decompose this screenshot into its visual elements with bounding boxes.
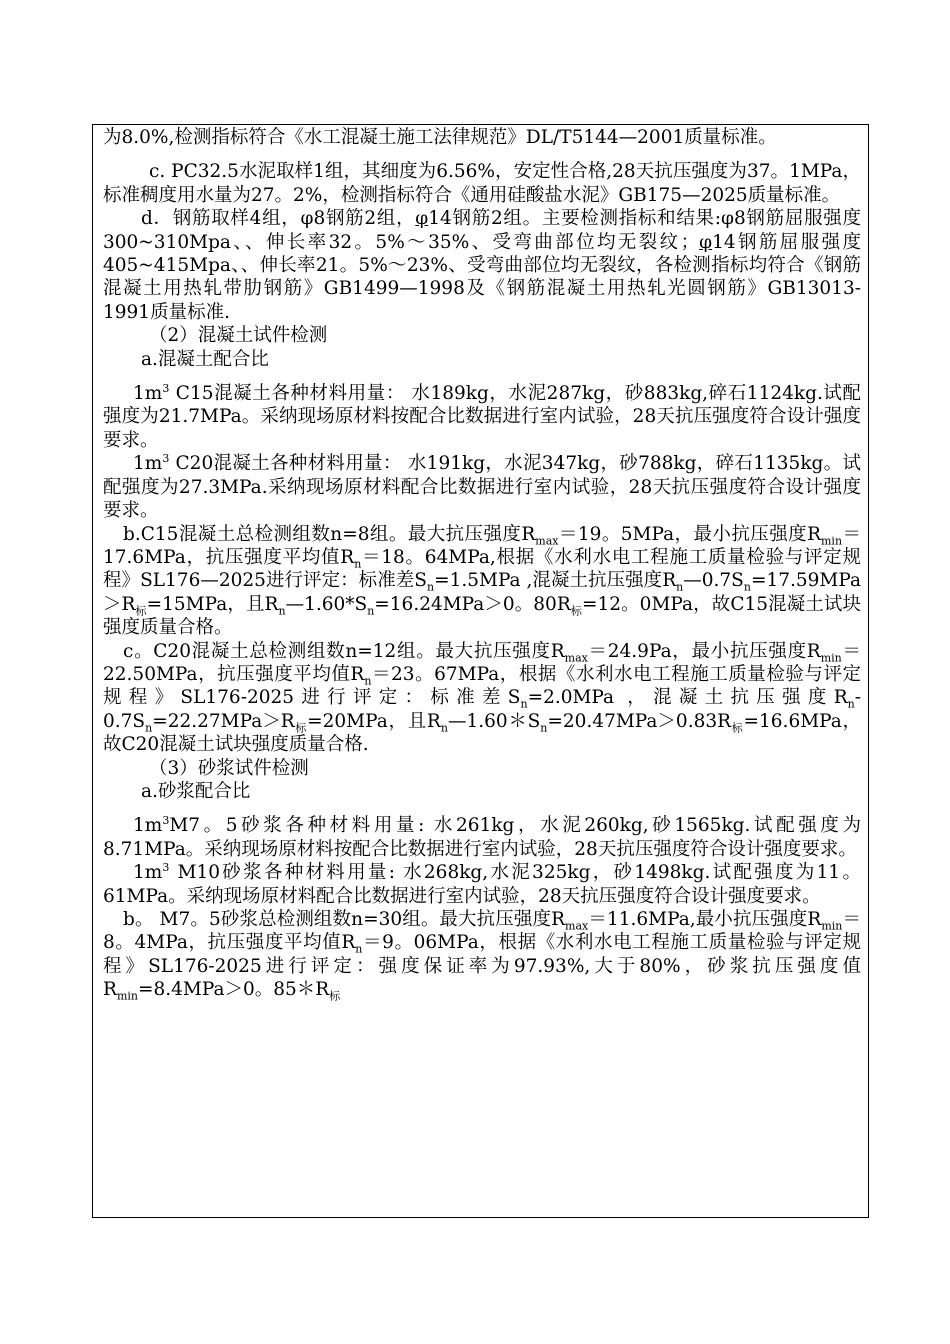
text: b.C15混凝土总检测组数n=8组。最大抗压强度R	[123, 523, 536, 545]
paragraph-c20-evaluation	[103, 640, 861, 757]
text: C20混凝土各种材料用量： 水191kg，水泥347kg，砂788kg，碎石1135kg。试配强度为27.3MPa.采纳现场原材料配合比数据进行室内试验，28天抗压强度符合设计强度要求。	[103, 453, 861, 522]
text: 1m	[133, 453, 163, 475]
text: ＝11.6MPa,最小抗压强度R	[588, 909, 822, 930]
subscript: n	[145, 721, 153, 735]
subscript: n	[367, 604, 375, 618]
subscript: n	[743, 581, 751, 594]
text: 14钢筋2组。主要检测指标和结果:φ8钢筋屈服强度300~310Mpa、、伸长率32。5%～35%、受弯曲部位均无裂纹；	[103, 208, 861, 253]
subscript: n	[847, 698, 855, 712]
paragraph-c20-mix	[103, 452, 861, 522]
text: =17.59MPa＞R	[103, 570, 862, 615]
text: ＝23。67MPa，根据《水利水电工程施工质量检验与评定规程》SL176-2025进行评定：标准差S	[103, 663, 862, 709]
subscript: max	[564, 651, 588, 665]
subscript: max	[535, 534, 559, 548]
subscript: min	[821, 534, 843, 548]
subscript: n	[354, 557, 362, 571]
paragraph-cement: c. PC32.5水泥取样1组，其细度为6.56%，安定性合格,28天抗压强度为37。1MPa，标准稠度用水量为27。2%，检测指标符合《通用硅酸盐水泥》GB175—2025质量标准。	[103, 161, 861, 206]
text: 1m	[133, 383, 163, 405]
text: M10砂浆各种材料用量: 水268kg,水泥325kg，砂1498kg.试配强度为11。61MPa。采纳现场原材料配合比数据进行室内试验，28天抗压强度符合设计强度要求。	[103, 862, 861, 907]
subscript: 标	[135, 604, 147, 618]
text: C15混凝土各种材料用量： 水189kg，水泥287kg，砂883kg,碎石1124kg.试配强度为21.7MPa。采纳现场原材料按配合比数据进行室内试验，28天抗压强度符合设计强度要求。	[103, 383, 861, 451]
subheading-mortar-mix: a.砂浆配合比	[141, 780, 251, 802]
subscript: n	[426, 581, 435, 594]
subscript: n	[520, 698, 528, 712]
text: =16.6MPa，故C20混凝土试块强度质量合格.	[103, 710, 862, 756]
text: 1m	[133, 862, 163, 884]
text: =22.27MPa＞R	[152, 710, 295, 732]
subscript: min	[821, 919, 843, 933]
text: M7。5砂浆各种材料用量: 水261kg，水泥260kg,砂1565kg.试配强度为8.71MPa。采纳现场原材料按配合比数据进行室内试验，28天抗压强度符合设计强度要求。	[103, 815, 861, 860]
section-heading-mortar: （3）砂浆试件检测	[149, 757, 309, 779]
text: ＝17.6MPa，抗压强度平均值R	[103, 523, 861, 568]
text: c。C20混凝土总检测组数n=12组。最大抗压强度R	[123, 640, 565, 662]
subscript: 标	[294, 721, 308, 735]
text: —0.7S	[683, 570, 744, 592]
phi-underlined: φ	[699, 231, 713, 253]
subscript: n	[278, 604, 286, 618]
paragraph-c15-mix	[103, 382, 861, 452]
subscript: max	[565, 919, 589, 933]
text: =20.47MPa＞0.83R	[547, 710, 732, 732]
superscript: 3	[162, 861, 170, 875]
text: =12。0MPa，故C15混凝土试块强度质量合格。	[103, 593, 861, 639]
text: =15MPa，且R	[146, 593, 279, 615]
text: b。 M7。5砂浆总检测组数n=30组。最大抗压强度R	[123, 909, 566, 930]
text: =8.4MPa＞0。85＊R	[137, 979, 330, 1001]
paragraph-rebar	[103, 207, 861, 324]
subscript: n	[676, 581, 684, 594]
phi-underlined: φ	[415, 208, 429, 230]
text: ＝18。64MPa,根据《水利水电工程施工质量检验与评定规程》SL176—2025进行评定：标准差S	[103, 546, 861, 592]
text: —1.60*S	[285, 593, 368, 615]
paragraph-m10-mix	[103, 861, 861, 908]
text: ＝8。4MPa，抗压强度平均值R	[103, 909, 862, 954]
text: =1.5MPa ,混凝土抗压强度R	[434, 570, 677, 592]
paragraph-m75-mix	[103, 814, 861, 861]
text: =2.0MPa ，混凝土抗压强度R	[527, 687, 848, 709]
text: =16.24MPa＞0。80R	[374, 593, 571, 615]
subscript: 标	[731, 721, 744, 735]
subscript: 标	[570, 604, 582, 618]
subscript: n	[440, 721, 448, 735]
subheading-concrete-mix: a.混凝土配合比	[141, 348, 269, 370]
text: ＝24.9Pa，最小抗压强度R	[587, 640, 821, 662]
subscript: n	[364, 674, 372, 688]
document-body	[103, 126, 861, 1002]
superscript: 3	[162, 381, 170, 395]
superscript: 3	[162, 452, 170, 466]
subscript: 标	[329, 989, 341, 1003]
subscript: min	[116, 989, 138, 1003]
subscript: n	[355, 943, 363, 957]
text: ＝22.50MPa，抗压强度平均值R	[103, 640, 861, 685]
text: =20MPa，且R	[307, 710, 441, 732]
text: 1m	[133, 815, 163, 837]
paragraph: 为8.0%,检测指标符合《水工混凝土施工法律规范》DL/T5144—2001质量标准。	[103, 127, 777, 148]
paragraph-m75-evaluation	[103, 908, 861, 1002]
superscript: 3	[162, 814, 170, 828]
subscript: min	[820, 651, 842, 665]
subscript: n	[540, 721, 548, 735]
text: ＝19。5MPa，最小抗压强度R	[558, 523, 821, 545]
text: —1.60＊S	[447, 710, 541, 732]
paragraph-c15-evaluation	[103, 523, 861, 640]
text: -0.7S	[103, 687, 862, 732]
text: d．钢筋取样4组，φ8钢筋2组，	[141, 208, 416, 230]
section-heading-concrete: （2）混凝土试件检测	[149, 325, 328, 347]
text: 14钢筋屈服强度405~415Mpa、、伸长率21。5%～23%、受弯曲部位均无裂纹，各检测指标均符合《钢筋混凝土用热轧带肋钢筋》GB1499—1998及《钢筋混凝土用热轧光圆钢筋》GB13013-1991质量标准.	[103, 231, 861, 323]
text: ＝9。06MPa，根据《水利水电工程施工质量检验与评定规程》SL176-2025进行评定：强度保证率为97.93%,大于80%，砂浆抗压强度值R	[103, 932, 861, 1001]
